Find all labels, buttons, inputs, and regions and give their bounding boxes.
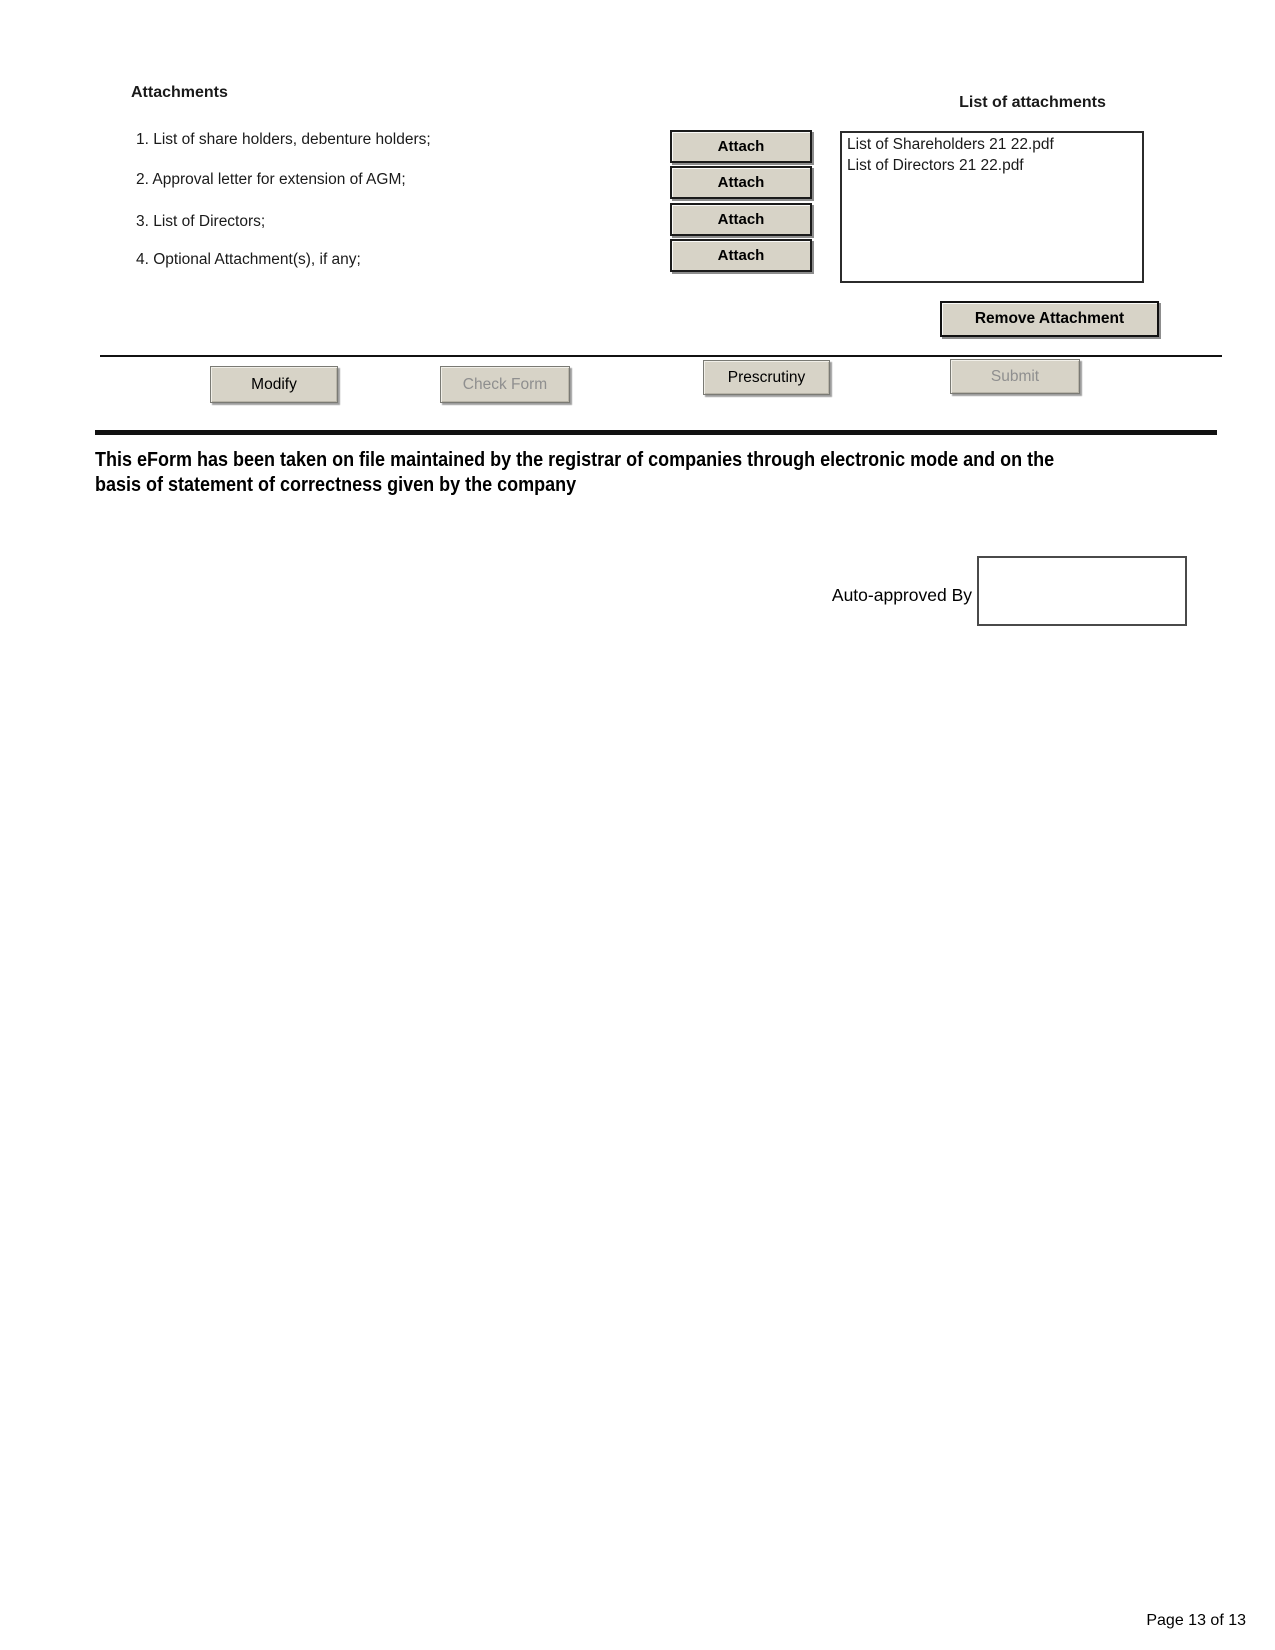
list-of-attachments-heading: List of attachments	[959, 94, 1106, 111]
registrar-statement	[95, 448, 1245, 498]
attached-file[interactable]: List of Shareholders 21 22.pdf	[847, 136, 1054, 153]
modify-button[interactable]: Modify	[210, 366, 338, 403]
attach-button-4[interactable]: Attach	[670, 239, 812, 272]
check-form-button[interactable]: Check Form	[440, 366, 570, 403]
auto-approved-by-label: Auto-approved By	[831, 585, 972, 605]
attached-file[interactable]: List of Directors 21 22.pdf	[847, 157, 1024, 174]
separator-line-thin	[100, 355, 1222, 357]
submit-button[interactable]: Submit	[950, 359, 1080, 394]
attachment-item-1: 1. List of share holders, debenture holders;	[136, 131, 431, 148]
prescrutiny-button[interactable]: Prescrutiny	[703, 360, 830, 395]
attach-button-2[interactable]: Attach	[670, 166, 812, 199]
attachments-list-box[interactable]	[840, 131, 1144, 283]
attachment-item-2: 2. Approval letter for extension of AGM;	[136, 171, 406, 188]
separator-line-thick	[95, 430, 1217, 435]
attachment-item-3: 3. List of Directors;	[136, 213, 266, 230]
registrar-statement-line-1: This eForm has been taken on file maintained by the registrar of companies through electronic mode and on the	[95, 449, 1055, 471]
auto-approved-by-field[interactable]	[977, 556, 1187, 626]
attach-button-1[interactable]: Attach	[670, 130, 812, 163]
attach-button-3[interactable]: Attach	[670, 203, 812, 236]
remove-attachment-button[interactable]: Remove Attachment	[940, 301, 1159, 337]
attachments-heading: Attachments	[131, 84, 228, 101]
attachment-item-4: 4. Optional Attachment(s), if any;	[136, 251, 361, 268]
registrar-statement-line-2: basis of statement of correctness given by the company	[95, 474, 577, 496]
page-indicator: Page 13 of 13	[1146, 1612, 1246, 1629]
